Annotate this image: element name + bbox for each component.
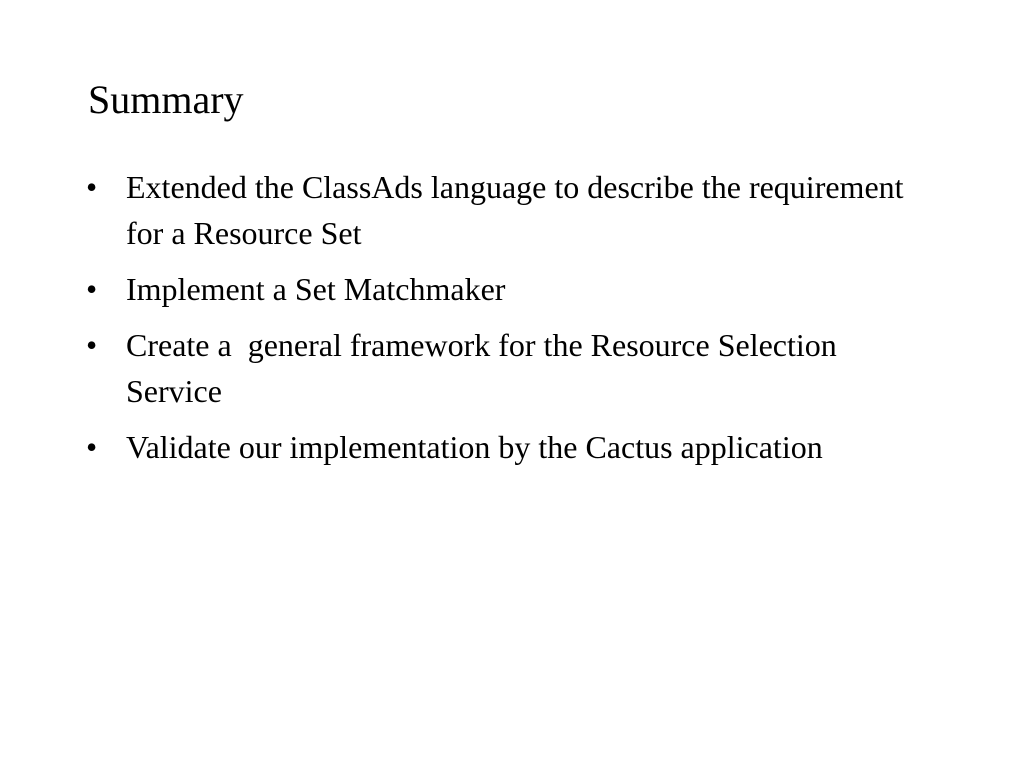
list-item (86, 266, 906, 312)
bullet-text: Extended the ClassAds language to describe the requirement for a Resource Set (126, 169, 912, 251)
slide-title: Summary (88, 77, 244, 122)
list-item (86, 322, 906, 414)
bullet-list (86, 164, 912, 480)
list-item (86, 164, 912, 256)
bullet-text: Implement a Set Matchmaker (126, 271, 506, 307)
bullet-icon: • (86, 169, 98, 205)
bullet-text: Create a general framework for the Resource Selection Service (126, 327, 845, 409)
list-item (86, 424, 906, 470)
bullet-icon: • (86, 271, 98, 307)
bullet-text: Validate our implementation by the Cactus application (126, 429, 823, 465)
bullet-icon: • (86, 327, 98, 363)
bullet-icon: • (86, 429, 98, 465)
